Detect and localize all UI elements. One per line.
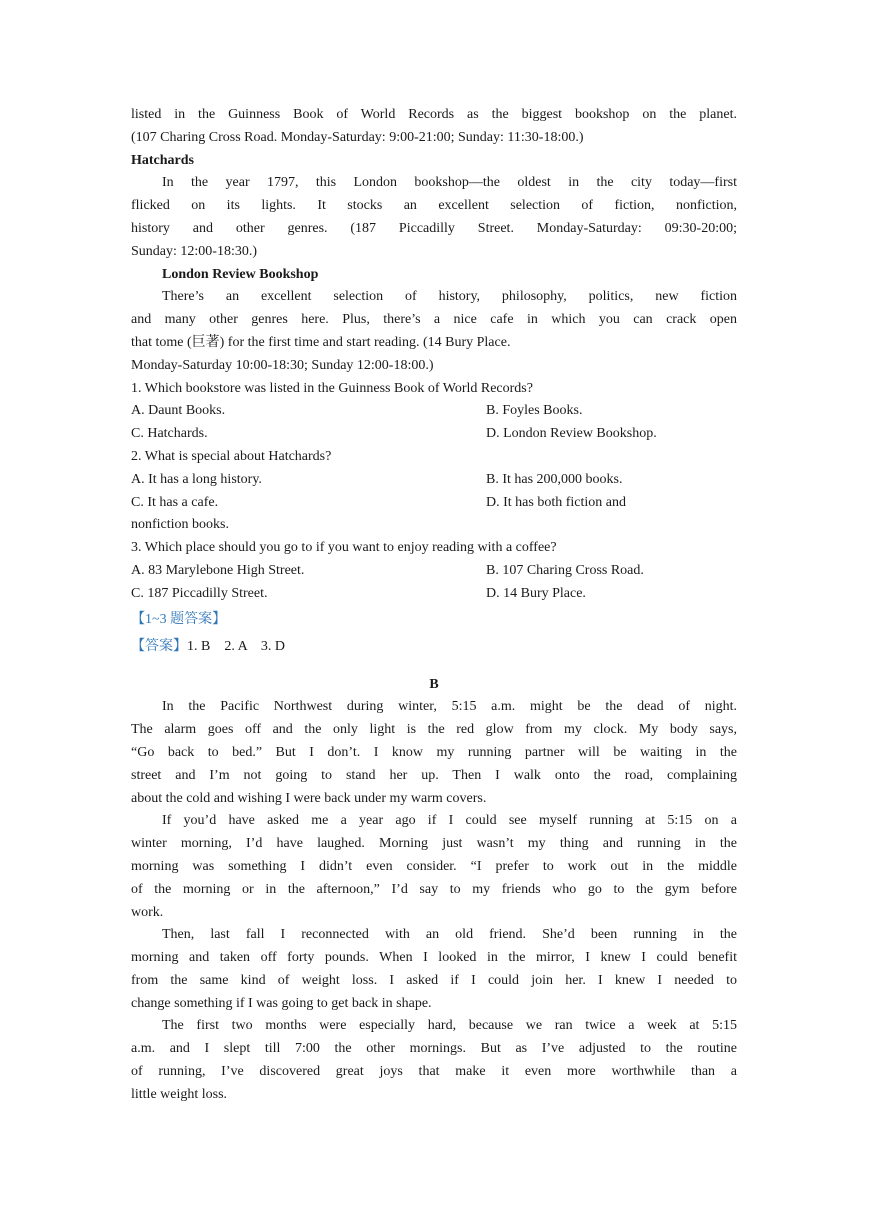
- intro-line: listed in the Guinness Book of World Records as the biggest bookshop on the planet.: [131, 107, 737, 122]
- hatchards-line: Sunday: 12:00-18:30.): [131, 243, 257, 259]
- paragraph-line: The first two months were especially hard, because we ran twice a week at 5:15: [162, 1018, 737, 1034]
- paragraph-line: change something if I was going to get back in shape.: [131, 995, 432, 1011]
- paragraph-line: of running, I’ve discovered great joys that make it even more worthwhile than a: [131, 1064, 737, 1080]
- option-row: [131, 400, 737, 423]
- answers-heading: 【1~3 题答案】: [131, 611, 227, 627]
- hatchards-line: history and other genres. (187 Piccadilly Street. Monday-Saturday: 09:30-20:00;: [131, 220, 737, 236]
- answers-label: 【答案】: [131, 638, 187, 654]
- option-d: D. It has both fiction and: [486, 494, 626, 510]
- option-d: D. 14 Bury Place.: [486, 585, 586, 601]
- option-a: A. 83 Marylebone High Street.: [131, 562, 305, 578]
- paragraph-line: If you’d have asked me a year ago if I could see myself running at 5:15 on a: [162, 813, 737, 829]
- option-row: [131, 560, 737, 583]
- paragraph-line: little weight loss.: [131, 1086, 228, 1102]
- option-row: [131, 469, 737, 492]
- answers-text: 1. B 2. A 3. D: [187, 638, 286, 654]
- intro-line: (107 Charing Cross Road. Monday-Saturday: 9:00-21:00; Sunday: 11:30-18:00.): [131, 129, 584, 145]
- paragraph-line: winter morning, I’d have laughed. Morning just wasn’t my thing and running in the: [131, 836, 737, 852]
- paragraph-line: a.m. and I slept till 7:00 the other mornings. But as I’ve adjusted to the routine: [131, 1041, 737, 1057]
- paragraph-line: of the morning or in the afternoon,” I’d say to my friends who go to the gym before: [131, 881, 737, 897]
- hatchards-heading: Hatchards: [131, 152, 194, 168]
- lrb-heading: London Review Bookshop: [162, 266, 319, 282]
- option-d: D. London Review Bookshop.: [486, 426, 657, 442]
- section-b-heading: B: [429, 676, 439, 692]
- option-row: [131, 492, 737, 515]
- document-page: [131, 104, 737, 1107]
- paragraph-line: work.: [131, 904, 164, 920]
- option-a: A. Daunt Books.: [131, 403, 226, 419]
- paragraph-line: In the Pacific Northwest during winter, 5:15 a.m. might be the dead of night.: [162, 699, 737, 715]
- paragraph-line: The alarm goes off and the only light is the red glow from my clock. My body says,: [131, 722, 737, 738]
- question-stem: 2. What is special about Hatchards?: [131, 448, 332, 464]
- question-stem: 3. Which place should you go to if you want to enjoy reading with a coffee?: [131, 540, 557, 556]
- paragraph-line: from the same kind of weight loss. I asked if I could join her. I knew I needed to: [131, 972, 737, 988]
- answers-line: [131, 633, 737, 660]
- option-row: [131, 423, 737, 446]
- paragraph-line: “Go back to bed.” But I don’t. I know my running partner will be waiting in the: [131, 744, 737, 760]
- paragraph-line: morning was something I didn’t even consider. “I prefer to work out in the middle: [131, 858, 737, 874]
- option-c: C. It has a cafe.: [131, 494, 219, 510]
- lrb-line: and many other genres here. Plus, there’s a nice cafe in which you can crack open: [131, 312, 737, 328]
- lrb-line: There’s an excellent selection of history, philosophy, politics, new fiction: [162, 289, 737, 305]
- question-stem: 1. Which bookstore was listed in the Guinness Book of World Records?: [131, 380, 533, 396]
- hatchards-line: In the year 1797, this London bookshop—the oldest in the city today—first: [162, 175, 737, 191]
- paragraph-line: morning and taken off forty pounds. When I looked in the mirror, I knew I could benefit: [131, 950, 737, 966]
- paragraph-line: Then, last fall I reconnected with an old friend. She’d been running in the: [162, 927, 737, 943]
- option-a: A. It has a long history.: [131, 471, 262, 487]
- option-b: B. Foyles Books.: [486, 403, 583, 419]
- paragraph-line: street and I’m not going to stand her up. Then I walk onto the road, complaining: [131, 767, 737, 783]
- lrb-line: that tome (巨著) for the first time and start reading. (14 Bury Place.: [131, 334, 511, 350]
- lrb-line: Monday-Saturday 10:00-18:30; Sunday 12:00-18:00.): [131, 357, 434, 373]
- option-c: C. Hatchards.: [131, 426, 208, 442]
- option-c: C. 187 Piccadilly Street.: [131, 585, 268, 601]
- paragraph-line: about the cold and wishing I were back under my warm covers.: [131, 790, 487, 806]
- option-b: B. 107 Charing Cross Road.: [486, 562, 644, 578]
- option-d-wrap: nonfiction books.: [131, 517, 229, 533]
- option-b: B. It has 200,000 books.: [486, 471, 623, 487]
- option-row: [131, 583, 737, 606]
- hatchards-line: flicked on its lights. It stocks an excellent selection of fiction, nonfiction,: [131, 198, 737, 214]
